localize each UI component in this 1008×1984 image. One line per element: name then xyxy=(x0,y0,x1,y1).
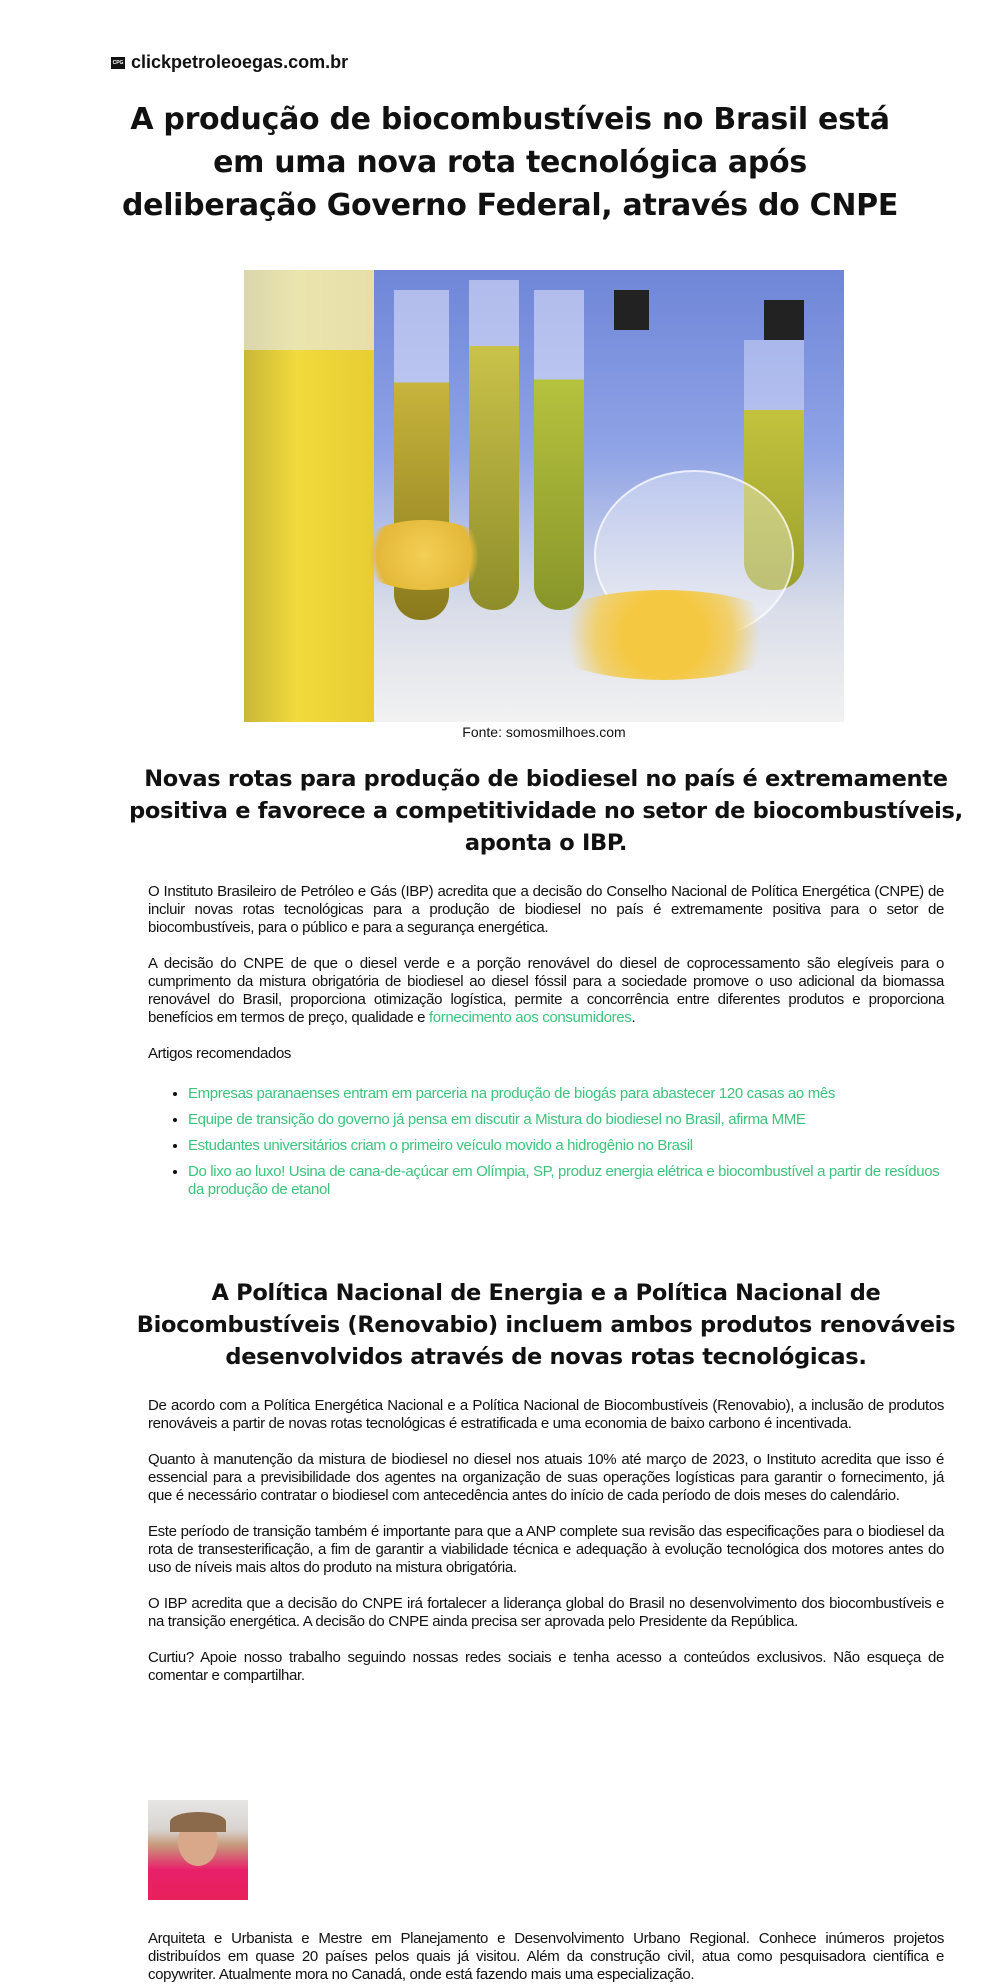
site-header[interactable] xyxy=(111,52,348,73)
paragraph-text: A decisão do CNPE de que o diesel verde e a porção renovável do diesel de coprocessamento são elegíveis para o cumprimento da mistura obrigatória de biodiesel ao diesel fóssil para a sociedade promove o uso adicional da biomassa renovável do Brasil, proporciona otimização logística, permite a concorrência entre diferentes produtos e proporciona benefícios em termos de preço, qualidade e xyxy=(148,955,944,1026)
list-item xyxy=(188,1085,944,1103)
consumers-link[interactable]: fornecimento aos consumidores xyxy=(428,1009,632,1026)
section-1-heading: Novas rotas para produção de biodiesel no país é extremamente positiva e favorece a competitividade no setor de biocombustíveis, aponta o IBP. xyxy=(129,766,963,856)
author-box xyxy=(148,1800,944,1984)
author-avatar xyxy=(148,1800,248,1900)
recommended-link[interactable]: Estudantes universitários criam o primeiro veículo movido a hidrogênio no Brasil xyxy=(188,1137,693,1154)
recommended-link[interactable]: Empresas paranaenses entram em parceria na produção de biogás para abastecer 120 casas ao mês xyxy=(188,1085,836,1102)
article-title: A produção de biocombustíveis no Brasil está em uma nova rota tecnológica após deliberação Governo Federal, através do CNPE xyxy=(121,102,899,223)
paragraph: De acordo com a Política Energética Nacional e a Política Nacional de Biocombustíveis (Renovabio), a inclusão de produtos renováveis a partir de novas rotas tecnológicas é estratificada e uma economia de baixo carbono é incentivada. xyxy=(148,1397,944,1432)
paragraph-text: . xyxy=(631,1009,636,1026)
section-2 xyxy=(136,1277,956,1685)
paragraph: Quanto à manutenção da mistura de biodiesel no diesel nos atuais 10% até março de 2023, o Instituto acredita que isso é essencial para a previsibilidade dos agentes na organização de suas operações logísticas para garantir o fornecimento, já que é necessário contratar o biodiesel com antecedência antes do início de cada período de dois meses do calendário. xyxy=(148,1451,944,1504)
recommended-link[interactable]: Do lixo ao luxo! Usina de cana-de-açúcar em Olímpia, SP, produz energia elétrica e biocombustível a partir de resíduos da produção de etanol xyxy=(188,1163,940,1198)
recommended-list xyxy=(188,1085,944,1199)
image-caption: Fonte: somosmilhoes.com xyxy=(462,724,626,740)
article-hero-image xyxy=(244,270,844,722)
paragraph xyxy=(148,955,944,1027)
recommended-link[interactable]: Equipe de transição do governo já pensa em discutir a Mistura do biodiesel no Brasil, afirma MME xyxy=(188,1111,806,1128)
list-item xyxy=(188,1137,944,1155)
author-bio: Arquiteta e Urbanista e Mestre em Planejamento e Desenvolvimento Urbano Regional. Conhece inúmeros projetos distribuídos em quase 20 países pelos quais já visitou. Além da construção civil, atua como pesquisadora científica e copywriter. Atualmente mora no Canadá, onde está fazendo mais uma especialização. xyxy=(148,1930,944,1983)
paragraph: Este período de transição também é importante para que a ANP complete sua revisão das especificações para o biodiesel da rota de transesterificação, a fim de garantir a viabilidade técnica e adequação à evolução tecnológica dos motores antes do uso de níveis mais altos do produto na mistura obrigatória. xyxy=(148,1523,944,1576)
site-logo-icon: CPG xyxy=(111,57,125,69)
list-item xyxy=(188,1111,944,1129)
site-name[interactable]: clickpetroleoegas.com.br xyxy=(131,52,349,72)
paragraph: Curtiu? Apoie nosso trabalho seguindo nossas redes sociais e tenha acesso a conteúdos exclusivos. Não esqueça de comentar e compartilhar. xyxy=(148,1649,944,1684)
section-1 xyxy=(129,763,963,1207)
list-item xyxy=(188,1163,944,1199)
recommended-label: Artigos recomendados xyxy=(148,1045,292,1062)
paragraph: O Instituto Brasileiro de Petróleo e Gás (IBP) acredita que a decisão do Conselho Nacional de Política Energética (CNPE) de incluir novas rotas tecnológicas para a produção de biodiesel no país é extremamente positiva para o setor de biocombustíveis, para o público e para a segurança energética. xyxy=(148,883,944,936)
section-2-heading: A Política Nacional de Energia e a Política Nacional de Biocombustíveis (Renovabio) incluem ambos produtos renováveis desenvolvidos através de novas rotas tecnológicas. xyxy=(136,1280,956,1370)
paragraph: O IBP acredita que a decisão do CNPE irá fortalecer a liderança global do Brasil no desenvolvimento dos biocombustíveis e na transição energética. A decisão do CNPE ainda precisa ser aprovada pelo Presidente da República. xyxy=(148,1595,944,1630)
